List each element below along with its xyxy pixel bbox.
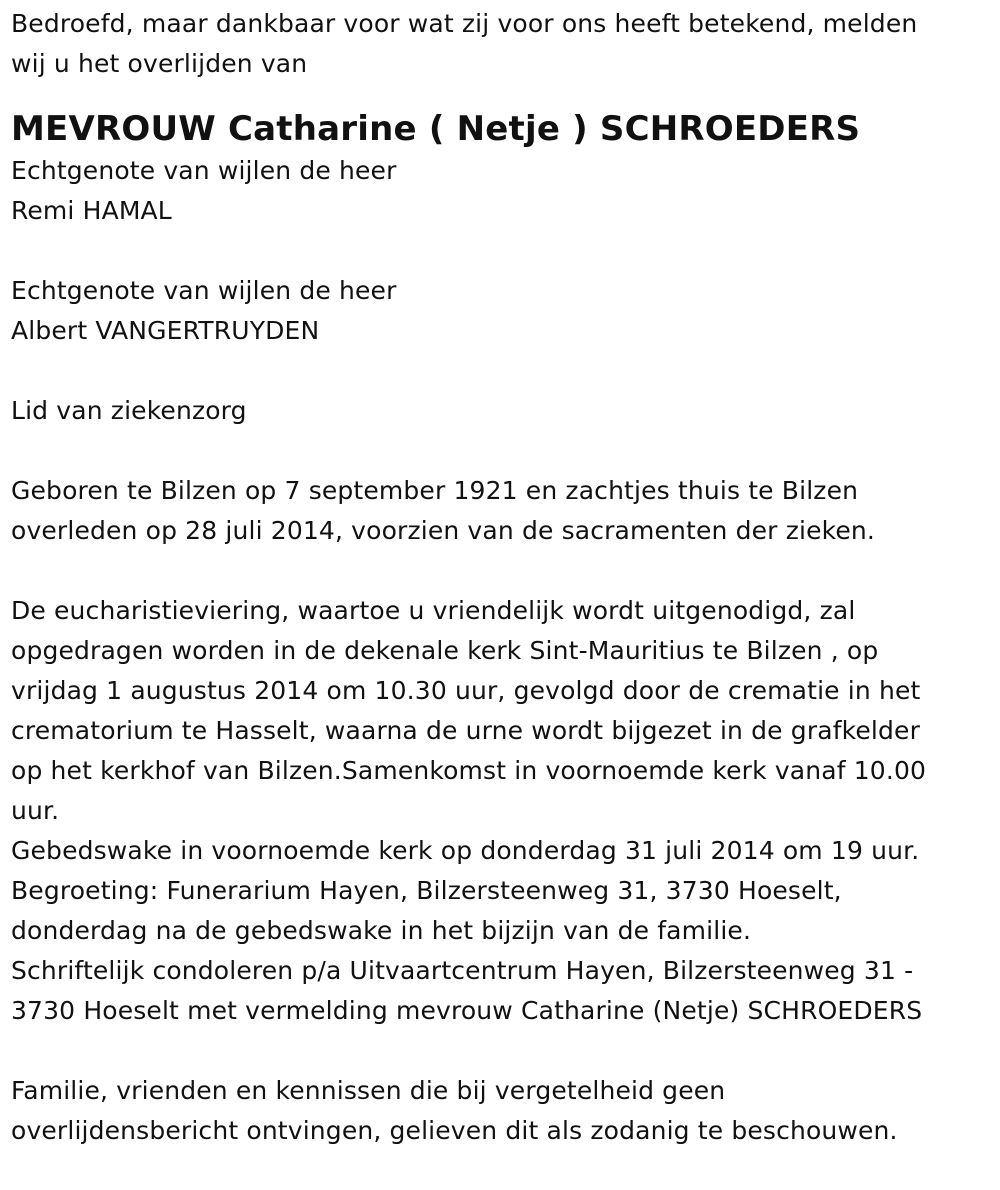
intro-line: Bedroefd, maar dankbaar voor wat zij voor ons heeft betekend, melden [11, 9, 918, 38]
birth-death-line: overleden op 28 juli 2014, voorzien van de sacramenten der zieken. [11, 516, 875, 545]
ceremony-line: op het kerkhof van Bilzen.Samenkomst in voornoemde kerk vanaf 10.00 [11, 756, 927, 785]
membership-paragraph [11, 391, 986, 431]
spouse-line: Echtgenote van wijlen de heer [11, 276, 397, 305]
paragraph-gap [11, 431, 986, 471]
ceremony-line: Begroeting: Funerarium Hayen, Bilzersteenweg 31, 3730 Hoeselt, [11, 876, 842, 905]
ceremony-line: 3730 Hoeselt met vermelding mevrouw Catharine (Netje) SCHROEDERS [11, 996, 923, 1025]
ceremony-paragraph [11, 591, 986, 1031]
intro-paragraph [11, 4, 986, 84]
membership-line: Lid van ziekenzorg [11, 396, 247, 425]
paragraph-gap [11, 231, 986, 271]
deceased-name: MEVROUW Catharine ( Netje ) SCHROEDERS [11, 109, 861, 149]
spouse-paragraph-1 [11, 151, 986, 231]
death-notice [11, 4, 986, 1151]
birth-death-line: Geboren te Bilzen op 7 september 1921 en zachtjes thuis te Bilzen [11, 476, 859, 505]
ceremony-line: Gebedswake in voornoemde kerk op donderdag 31 juli 2014 om 19 uur. [11, 836, 920, 865]
ceremony-line: opgedragen worden in de dekenale kerk Sint-Mauritius te Bilzen , op [11, 636, 879, 665]
spouse-name: Remi HAMAL [11, 196, 172, 225]
ceremony-line: vrijdag 1 augustus 2014 om 10.30 uur, gevolgd door de crematie in het [11, 676, 921, 705]
closing-line: overlijdensbericht ontvingen, gelieven dit als zodanig te beschouwen. [11, 1116, 898, 1145]
spouse-paragraph-2 [11, 271, 986, 351]
spouse-name: Albert VANGERTRUYDEN [11, 316, 320, 345]
spouse-line: Echtgenote van wijlen de heer [11, 156, 397, 185]
ceremony-line: De eucharistieviering, waartoe u vriendelijk wordt uitgenodigd, zal [11, 596, 856, 625]
birth-death-paragraph [11, 471, 986, 551]
ceremony-line: Schriftelijk condoleren p/a Uitvaartcentrum Hayen, Bilzersteenweg 31 - [11, 956, 914, 985]
closing-paragraph [11, 1071, 986, 1151]
paragraph-gap [11, 1031, 986, 1071]
intro-line: wij u het overlijden van [11, 49, 308, 78]
paragraph-gap [11, 551, 986, 591]
closing-line: Familie, vrienden en kennissen die bij vergetelheid geen [11, 1076, 726, 1105]
paragraph-gap [11, 351, 986, 391]
ceremony-line: crematorium te Hasselt, waarna de urne wordt bijgezet in de grafkelder [11, 716, 921, 745]
ceremony-line: uur. [11, 796, 60, 825]
ceremony-line: donderdag na de gebedswake in het bijzijn van de familie. [11, 916, 752, 945]
